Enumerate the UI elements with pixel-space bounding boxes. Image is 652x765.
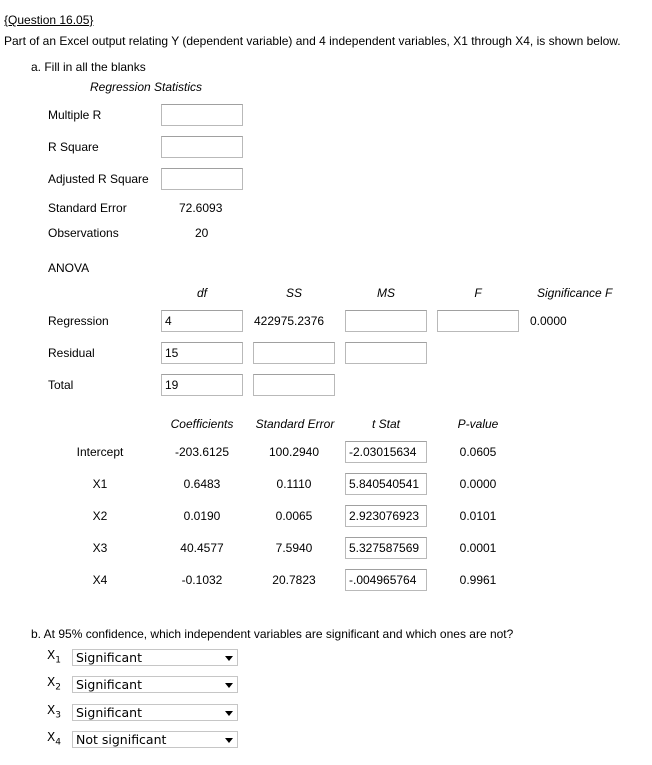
anova-label: ANOVA: [48, 261, 90, 275]
coef-row-p-value: 0.0605: [459, 445, 497, 459]
coef-row-p-value: 0.9961: [459, 573, 497, 587]
r-square-input[interactable]: [161, 136, 243, 158]
variable-label: $X_3$: [47, 703, 61, 721]
coef-header-p-value: P-value: [457, 417, 499, 431]
anova-regression-f-input[interactable]: [437, 310, 519, 332]
coef-row-t-stat-input[interactable]: [345, 473, 427, 495]
anova-regression-label: Regression: [48, 314, 109, 328]
coef-row-t-stat-input[interactable]: [345, 441, 427, 463]
adjusted-r-square-input[interactable]: [161, 168, 243, 190]
coef-row-coefficient: -203.6125: [174, 445, 230, 459]
coef-header-t-stat: t Stat: [371, 417, 400, 431]
chevron-down-icon: [225, 683, 233, 688]
anova-total-df-input[interactable]: [161, 374, 243, 396]
coef-row-p-value: 0.0000: [459, 477, 497, 491]
anova-residual-ms-input[interactable]: [345, 342, 427, 364]
coef-row-standard-error: 20.7823: [272, 573, 316, 587]
coef-row-coefficient: -0.1032: [181, 573, 223, 587]
significance-dropdown-value: Significant: [76, 677, 142, 692]
coef-header-coefficients: Coefficients: [170, 417, 234, 431]
anova-regression-df-input[interactable]: [161, 310, 243, 332]
question-intro: Part of an Excel output relating Y (dependent variable) and 4 independent variables, X1 through X4, is shown below.: [4, 34, 621, 48]
anova-header-ss: SS: [285, 286, 302, 300]
anova-header-ms: MS: [377, 286, 395, 300]
coef-row-coefficient: 40.4577: [180, 541, 224, 555]
chevron-down-icon: [225, 711, 233, 716]
coef-row-name: Intercept: [76, 445, 124, 459]
significance-dropdown[interactable]: [72, 676, 238, 693]
variable-label: $X_4$: [47, 730, 61, 748]
question-title: {Question 16.05}: [4, 13, 94, 27]
coef-row-t-stat-input[interactable]: [345, 569, 427, 591]
coef-header-standard-error: Standard Error: [255, 417, 335, 431]
anova-header-df: df: [196, 286, 207, 300]
coef-row-standard-error: 7.5940: [275, 541, 313, 555]
multiple-r-label: Multiple R: [48, 108, 102, 122]
coef-row-standard-error: 100.2940: [268, 445, 320, 459]
coef-row-t-stat-input[interactable]: [345, 537, 427, 559]
coef-row-p-value: 0.0101: [459, 509, 497, 523]
significance-dropdown[interactable]: [72, 704, 238, 721]
coef-row-name: X3: [92, 541, 108, 555]
anova-regression-significance-f: 0.0000: [530, 314, 567, 328]
coef-row-name: X2: [92, 509, 108, 523]
anova-residual-df-input[interactable]: [161, 342, 243, 364]
significance-dropdown[interactable]: [72, 649, 238, 666]
anova-regression-ss-value: 422975.2376: [254, 314, 325, 328]
anova-residual-label: Residual: [48, 346, 95, 360]
part-a-label: a. Fill in all the blanks: [31, 60, 146, 74]
anova-residual-ss-input[interactable]: [253, 342, 335, 364]
coef-row-t-stat-input[interactable]: [345, 505, 427, 527]
coef-row-name: X4: [92, 573, 108, 587]
part-b-question: b. At 95% confidence, which independent variables are significant and which ones are not?: [31, 627, 514, 641]
chevron-down-icon: [225, 738, 233, 743]
significance-dropdown-value: Not significant: [76, 732, 167, 747]
adjusted-r-square-label: Adjusted R Square: [48, 172, 149, 186]
coef-row-coefficient: 0.6483: [183, 477, 221, 491]
regression-statistics-header: Regression Statistics: [90, 80, 203, 94]
anova-total-ss-input[interactable]: [253, 374, 335, 396]
multiple-r-input[interactable]: [161, 104, 243, 126]
coef-row-standard-error: 0.1110: [276, 477, 312, 491]
anova-regression-ms-input[interactable]: [345, 310, 427, 332]
coef-row-coefficient: 0.0190: [183, 509, 221, 523]
chevron-down-icon: [225, 656, 233, 661]
r-square-label: R Square: [48, 140, 99, 154]
significance-dropdown-value: Significant: [76, 650, 142, 665]
coef-row-standard-error: 0.0065: [275, 509, 313, 523]
coef-row-name: X1: [92, 477, 108, 491]
significance-dropdown[interactable]: [72, 731, 238, 748]
standard-error-label: Standard Error: [48, 201, 127, 215]
variable-label: $X_1$: [47, 648, 61, 666]
anova-total-label: Total: [48, 378, 74, 392]
observations-value: 20: [195, 226, 209, 240]
standard-error-value: 72.6093: [179, 201, 223, 215]
coef-row-p-value: 0.0001: [459, 541, 497, 555]
anova-header-significance-f: Significance F: [537, 286, 613, 300]
variable-label: $X_2$: [47, 675, 61, 693]
observations-label: Observations: [48, 226, 119, 240]
anova-header-f: F: [474, 286, 482, 300]
significance-dropdown-value: Significant: [76, 705, 142, 720]
